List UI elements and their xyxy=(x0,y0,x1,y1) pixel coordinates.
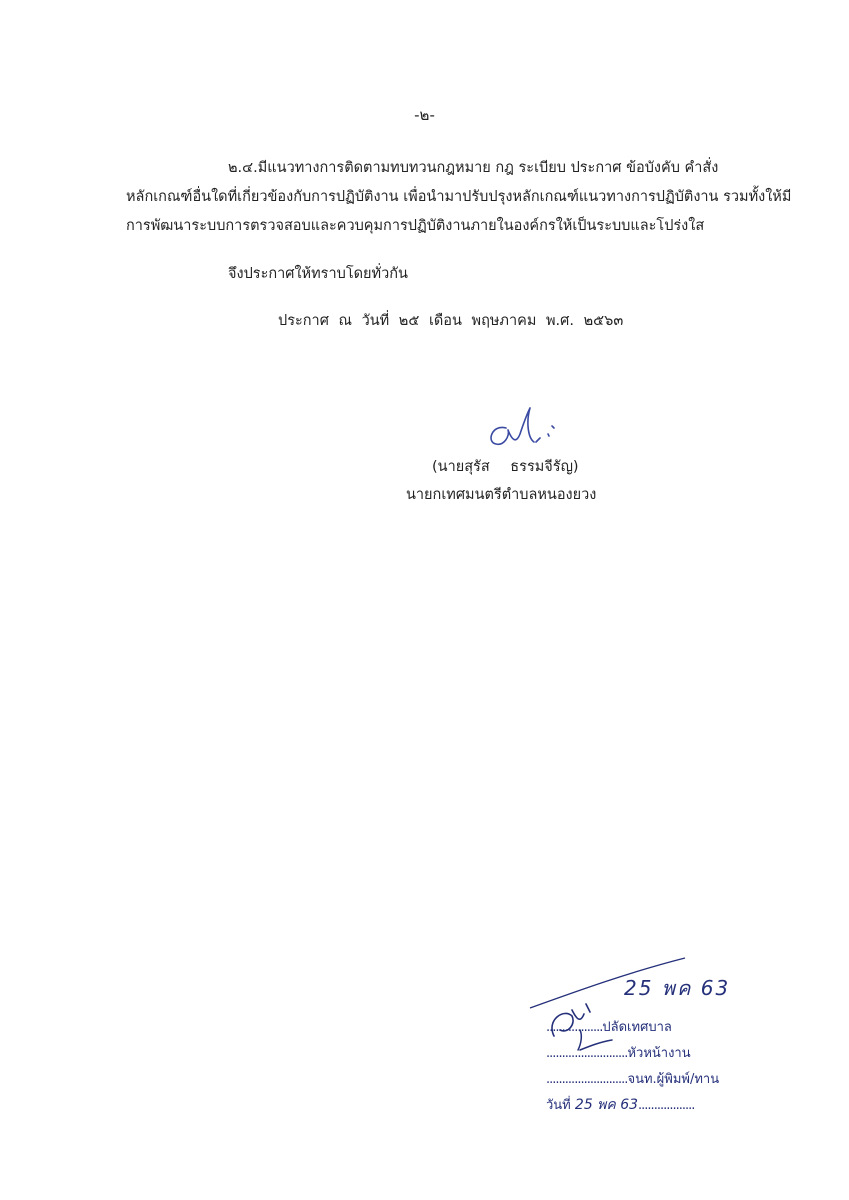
body-line-3: การพัฒนาระบบการตรวจสอบและควบคุมการปฏิบัติงานภายในองค์กรให้เป็นระบบและโปร่งใส xyxy=(126,218,705,234)
dots: .......................... xyxy=(546,1046,628,1061)
stamp-row-2-label: หัวหน้างาน xyxy=(627,1046,691,1061)
routing-stamp xyxy=(520,950,770,1120)
signer-position: นายกเทศมนตรีตำบลหนองยวง xyxy=(406,487,597,503)
body-line-2: หลักเกณฑ์อื่นใดที่เกี่ยวข้องกับการปฏิบัติงาน เพื่อนำมาปรับปรุงหลักเกณฑ์แนวทางการปฏิบัติงาน รวมทั้งให้มี xyxy=(126,189,792,205)
body-line-1: ๒.๔.มีแนวทางการติดตามทบทวนกฎหมาย กฎ ระเบียบ ประกาศ ข้อบังคับ คำสั่ง xyxy=(228,160,719,176)
dots: .................. xyxy=(546,1020,603,1035)
stamp-date-row xyxy=(546,1094,694,1116)
stamp-row-1 xyxy=(546,1016,672,1037)
stamp-row-3-label: จนท.ผู้พิมพ์/ทาน xyxy=(627,1072,720,1087)
signer-name: (นายสุรัส ธรรมจีรัญ) xyxy=(432,459,579,475)
stamp-date-value: 25 พค 63 xyxy=(574,1097,639,1113)
dots: .......................... xyxy=(546,1072,628,1087)
page-number: -๒- xyxy=(414,106,435,124)
announcement-text: จึงประกาศให้ทราบโดยทั่วกัน xyxy=(228,266,408,282)
mayor-signature xyxy=(478,398,578,458)
announcement-date: ประกาศ ณ วันที่ ๒๕ เดือน พฤษภาคม พ.ศ. ๒๕๖๓ xyxy=(278,313,624,329)
dots: .................. xyxy=(638,1098,695,1113)
stamp-row-1-label: ปลัดเทศบาล xyxy=(602,1020,672,1035)
stamp-date-label: วันที่ xyxy=(546,1098,571,1113)
stamp-handwritten-date: 25 พค 63 xyxy=(624,976,731,1000)
stamp-row-3 xyxy=(546,1068,719,1089)
stamp-row-2 xyxy=(546,1042,691,1063)
